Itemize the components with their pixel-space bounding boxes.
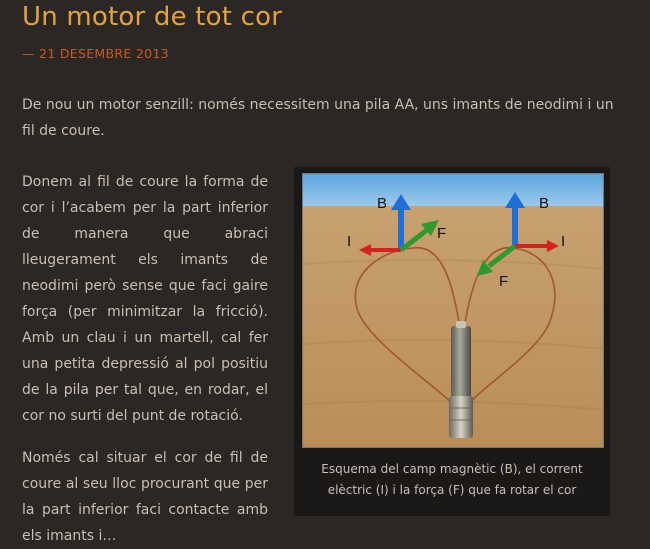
neodymium-magnets bbox=[449, 396, 473, 438]
wall-background bbox=[303, 174, 603, 206]
svg-text:B: B bbox=[539, 195, 550, 212]
intro-paragraph: De nou un motor senzill: només necessitem una pila AA, uns imants de neodimi i un fil de coure. bbox=[22, 97, 614, 139]
post-title[interactable]: Un motor de tot cor bbox=[22, 2, 283, 32]
aa-battery bbox=[451, 326, 471, 398]
svg-text:F: F bbox=[499, 273, 509, 290]
motor-photo[interactable] bbox=[302, 173, 604, 448]
post-date[interactable]: — 21 DESEMBRE 2013 bbox=[22, 46, 169, 61]
body-paragraph-2: Només cal situar el cor de fil de coure al seu lloc procurant que per la part inferior faci contacte amb els imants i… bbox=[22, 450, 268, 544]
svg-text:I: I bbox=[561, 233, 566, 250]
motor-illustration bbox=[303, 174, 603, 447]
body-paragraph-1: Donem al fil de coure la forma de cor i l’acabem per la part inferior de manera que abraci lleugerament els imants de neodimi però sense que faci gaire força (per minimitzar la fricció). Amb un clau i un martell, cal fer una petita depressió al pol positiu de la pila per tal que, en rodar, el cor no surti del punt de rotació. bbox=[22, 174, 268, 424]
figure-caption: Esquema del camp magnètic (B), el corrent elèctric (I) i la força (F) que fa rotar el cor bbox=[321, 462, 583, 497]
figure bbox=[294, 167, 610, 516]
svg-text:F: F bbox=[437, 225, 447, 242]
svg-text:I: I bbox=[347, 233, 352, 250]
svg-text:B: B bbox=[377, 195, 388, 212]
